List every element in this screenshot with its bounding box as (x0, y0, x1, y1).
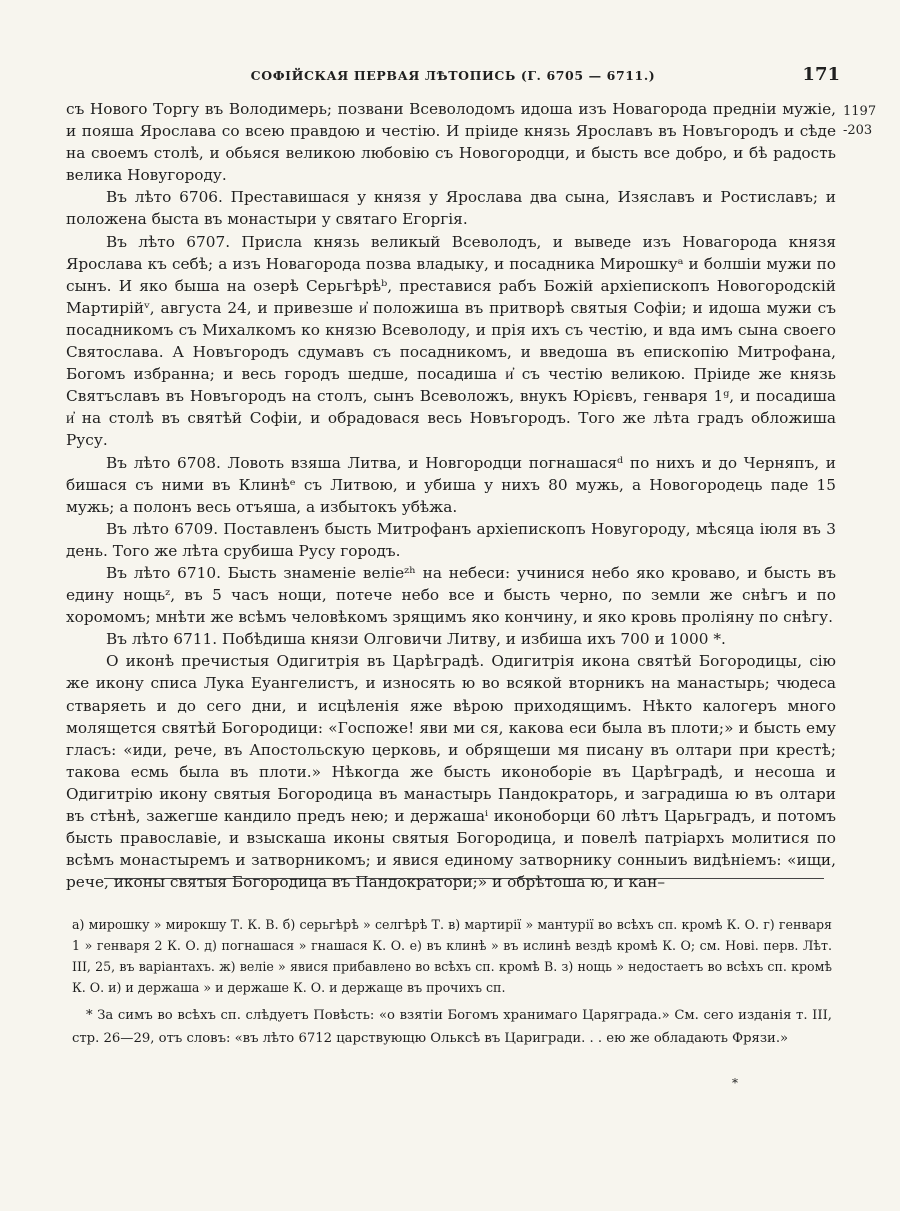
paragraph-year-6708: Въ лѣто 6708. Ловоть взяша Литва, и Новгородци погнашасяᵈ по нихъ и до Черняпъ, и бишася съ ними въ Клинѣᵉ съ Литвою, и убиша у нихъ 80 мужь, а Новогородець паде 15 мужь; а полонъ весь отъяша, а избытокъ убѣжа. (66, 453, 836, 516)
main-text (66, 98, 836, 893)
end-mark: * (732, 1076, 738, 1090)
footnote-divider (104, 878, 824, 879)
paragraph-year-6707: Въ лѣто 6707. Присла князь великый Всеволодъ, и выведе изъ Новагорода князя Ярослава къ себѣ; а изъ Новагорода позва владыку, и посадника Мирошкуᵃ и болшіи мужи по сынъ. И яко быша на озерѣ Серьгѣрѣᵇ, преставися рабъ Божій архіепископъ Новогородскій Мартирійᵛ, августа 24, и привезше и҆ положиша въ притворѣ святыя Софіи; и идоша мужи съ посадникомъ съ Михалкомъ ко князю Всеволоду, и прія ихъ съ честію, и вда имъ сына своего Святослава. А Новъгородъ сдумавъ съ посадникомъ, и введоша въ епископію Митрофана, Богомъ избранна; и весь городъ шедше, посадиша и҆ съ честію великою. Пріиде же князь Святъславъ въ Новъгородъ на столъ, сынъ Всеволожъ, внукъ Юрієвъ, генваря 1ᵍ, и посадиша и҆ на столѣ въ святѣй Софіи, и обрадовася весь Новъгородъ. Того же лѣта градъ обложиша Русу. (66, 232, 836, 450)
general-footnote-text: * За симъ во всѣхъ сп. слѣдуетъ Повѣсть: «о взятіи Богомъ хранимаго Царяграда.» См. сего изданія т. III, стр. 26—29, отъ словъ: «въ лѣто 6712 царствующю Ольксѣ въ Царигради. . . ею же обладають Фрязи.» (72, 1008, 832, 1046)
variant-footnotes-text: а) мирошку » мирокшу Т. К. В. б) серьгѣрѣ » селгѣрѣ Т. в) мартирії » мантурії во всѣхъ сп. кромѣ К. О. г) генваря 1 » генваря 2 К. О. д) погнашася » гнашася К. О. е) въ клинѣ » въ ислинѣ вездѣ кромѣ К. О; см. Нові. перв. Лѣт. III, 25, въ варіантахъ. ж) веліе » явися прибавлено во всѣхъ сп. кромѣ В. з) нощь » недостаетъ во всѣхъ сп. кромѣ К. О. и) и держаша » и держаше К. О. и держаще въ прочихъ сп. (72, 917, 832, 995)
running-title: СОФІЙСКАЯ ПЕРВАЯ ЛѢТОПИСЬ (Г. 6705 — 6711.) (250, 68, 656, 83)
page-number: 171 (802, 64, 840, 85)
paragraph-year-6706: Въ лѣто 6706. Преставишася у князя у Ярослава два сына, Изяславъ и Ростиславъ; и положена быста въ монастыри у святаго Егоргія. (66, 188, 836, 229)
paragraph-year-6709: Въ лѣто 6709. Поставленъ бысть Митрофанъ архіепископъ Новугороду, мѣсяца іюля въ 3 день. Того же лѣта срубиша Русу городъ. (66, 519, 836, 560)
variant-footnotes (72, 914, 832, 998)
margin-year-top: 1197 (843, 104, 877, 119)
paragraph-continuation: съ Нового Торгу въ Володимерь; позвани Всеволодомъ идоша изъ Новагорода предніи мужіе, и пояша Ярослава со всею правдою и честію. И пріиде князь Ярославъ въ Новъгородъ и сѣде на своемъ столѣ, и обьяся великою любовію съ Новогородци, и бысть все добро, и бѣ радость велика Новугороду. (66, 100, 836, 185)
paragraph-icon-story: О иконѣ пречистыя Одигитрія въ Царѣградѣ. Одигитрія икона святѣй Богородицы, сію же икону списа Лука Еуангелистъ, и износять ю во всякой вторникъ на манастырь; чюдеса стваряеть и до сего дни, и исцѣленія яже вѣрою приходящимъ. Нѣкто калогеръ много молящется святѣй Богородици: «Госпоже! яви ми ся, какова еси была въ плоти;» и бысть ему гласъ: «иди, рече, въ Апостольскую церковь, и обрящеши мя писану въ олтари при крестѣ; такова есмь была въ плоти.» Нѣкогда же бысть иконоборіе въ Царѣградѣ, и несоша и Одигитрію икону святыя Богородица въ манастырь Пандократорь, и заградиша ю въ олтари въ стѣнѣ, зажегше кандило предъ нею; и держашаⁱ иконоборци 60 лѣтъ Царьградъ, и потомъ бысть православіе, и взыскаша иконы святыя Богородица, и повелѣ патріархъ молитися по всѣмъ монастыремъ и затворникомъ; и явися единому затворнику сонныиъ видѣніемъ: «ищи, рече, иконы святыя Богородица въ Пандократори;» и обрѣтоша ю, и кан– (66, 652, 836, 892)
paragraph-year-6710: Въ лѣто 6710. Бысть знаменіе веліеᶻʰ на небеси: учинися небо яко кроваво, и бысть въ едину нощьᶻ, въ 5 часъ нощи, потече небо все и бысть черно, по земли же снѣгъ и по хоромомъ; мнѣти же всѣмъ человѣкомъ зрящимъ яко кончину, и яко кровь проліяну по снѣгу. (66, 563, 836, 627)
general-footnote (72, 1004, 832, 1050)
paragraph-year-6711: Въ лѣто 6711. Побѣдиша князи Олговичи Литву, и избиша ихъ 700 и 1000 *. (106, 630, 726, 649)
margin-year-note (843, 102, 876, 140)
margin-year-bottom: -203 (843, 123, 873, 138)
running-header (66, 64, 840, 90)
